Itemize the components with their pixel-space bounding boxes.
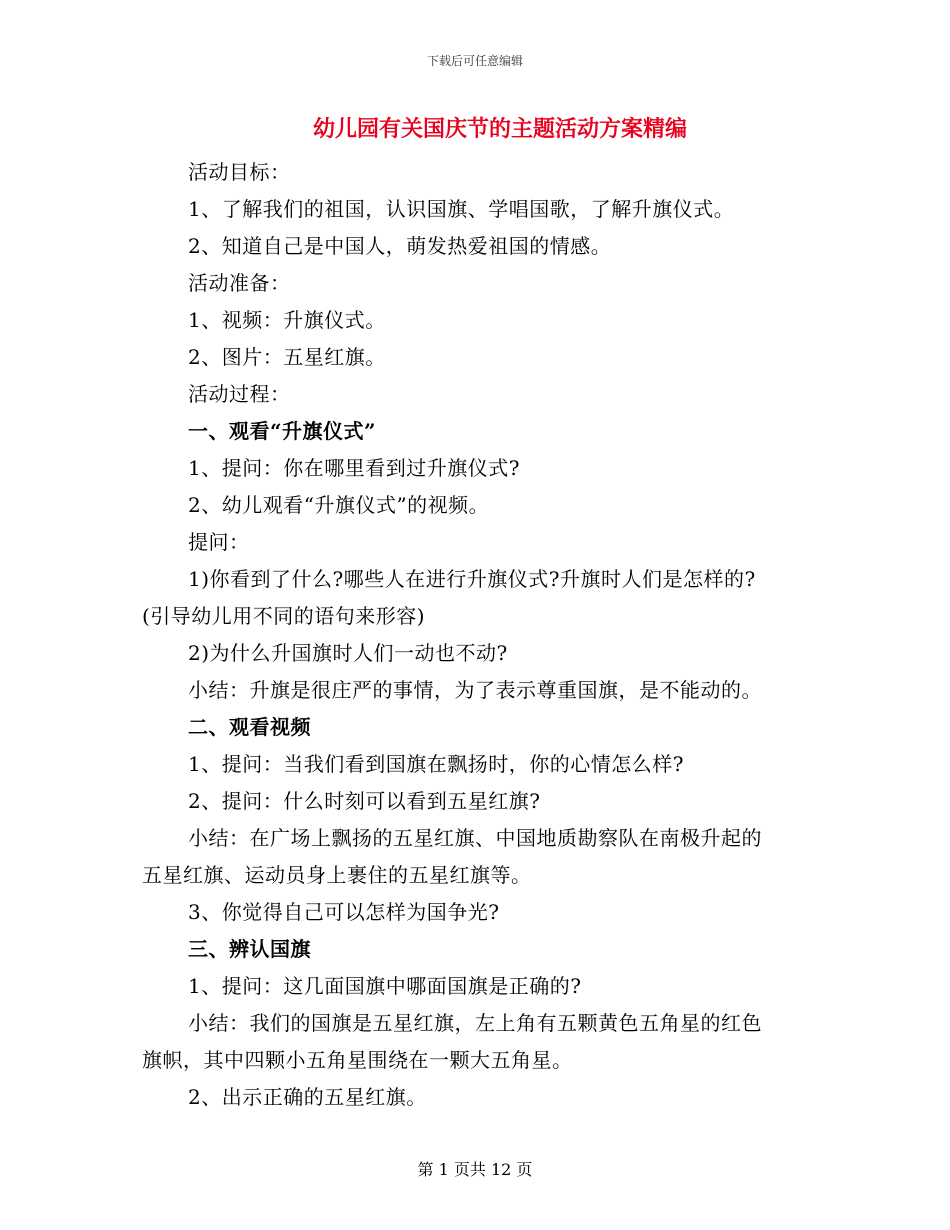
paragraph-line: 1、提问：这几面国旗中哪面国旗是正确的? xyxy=(188,974,582,998)
paragraph-line: 2、出示正确的五星红旗。 xyxy=(188,1085,427,1109)
document-body xyxy=(142,154,812,1116)
paragraph-line: 提问： xyxy=(188,530,250,554)
paragraph-line: 活动目标： xyxy=(188,160,291,184)
paragraph-line: 活动准备： xyxy=(188,271,291,295)
paragraph-line: 小结：我们的国旗是五星红旗，左上角有五颗黄色五角星的红色 xyxy=(188,1011,762,1035)
paragraph-line: 1)你看到了什么?哪些人在进行升旗仪式?升旗时人们是怎样的? xyxy=(188,567,756,591)
document-title: 幼儿园有关国庆节的主题活动方案精编 xyxy=(312,116,687,142)
paragraph-line: 1、提问：你在哪里看到过升旗仪式? xyxy=(188,456,520,480)
paragraph-line: 小结：升旗是很庄严的事情，为了表示尊重国旗，是不能动的。 xyxy=(188,678,762,702)
paragraph-line: 旗帜，其中四颗小五角星围绕在一颗大五角星。 xyxy=(142,1048,573,1072)
paragraph-line: 2、提问：什么时刻可以看到五星红旗? xyxy=(188,789,541,813)
section-heading: 三、辨认国旗 xyxy=(188,937,311,961)
section-heading: 一、观看“升旗仪式” xyxy=(188,419,377,443)
paragraph-line: 2、知道自己是中国人，萌发热爱祖国的情感。 xyxy=(188,234,612,258)
paragraph-line: 3、你觉得自己可以怎样为国争光? xyxy=(188,900,500,924)
paragraph-line: 1、了解我们的祖国，认识国旗、学唱国歌，了解升旗仪式。 xyxy=(188,197,735,221)
paragraph-line: 2、图片：五星红旗。 xyxy=(188,345,386,369)
paragraph-line: 2)为什么升国旗时人们一动也不动? xyxy=(188,641,508,665)
paragraph-line: 五星红旗、运动员身上裹住的五星红旗等。 xyxy=(142,863,532,887)
paragraph-line: 1、视频：升旗仪式。 xyxy=(188,308,386,332)
section-heading: 二、观看视频 xyxy=(188,715,311,739)
paragraph-line: 1、提问：当我们看到国旗在飘扬时，你的心情怎么样? xyxy=(188,752,684,776)
paragraph-line: (引导幼儿用不同的语句来形容) xyxy=(142,604,426,628)
page-header: 下载后可任意编辑 xyxy=(426,54,523,68)
paragraph-line: 小结：在广场上飘扬的五星红旗、中国地质勘察队在南极升起的 xyxy=(188,826,762,850)
paragraph-line: 活动过程： xyxy=(188,382,291,406)
paragraph-line: 2、幼儿观看“升旗仪式”的视频。 xyxy=(188,493,490,517)
page-footer: 第 1 页共 12 页 xyxy=(417,1160,533,1179)
